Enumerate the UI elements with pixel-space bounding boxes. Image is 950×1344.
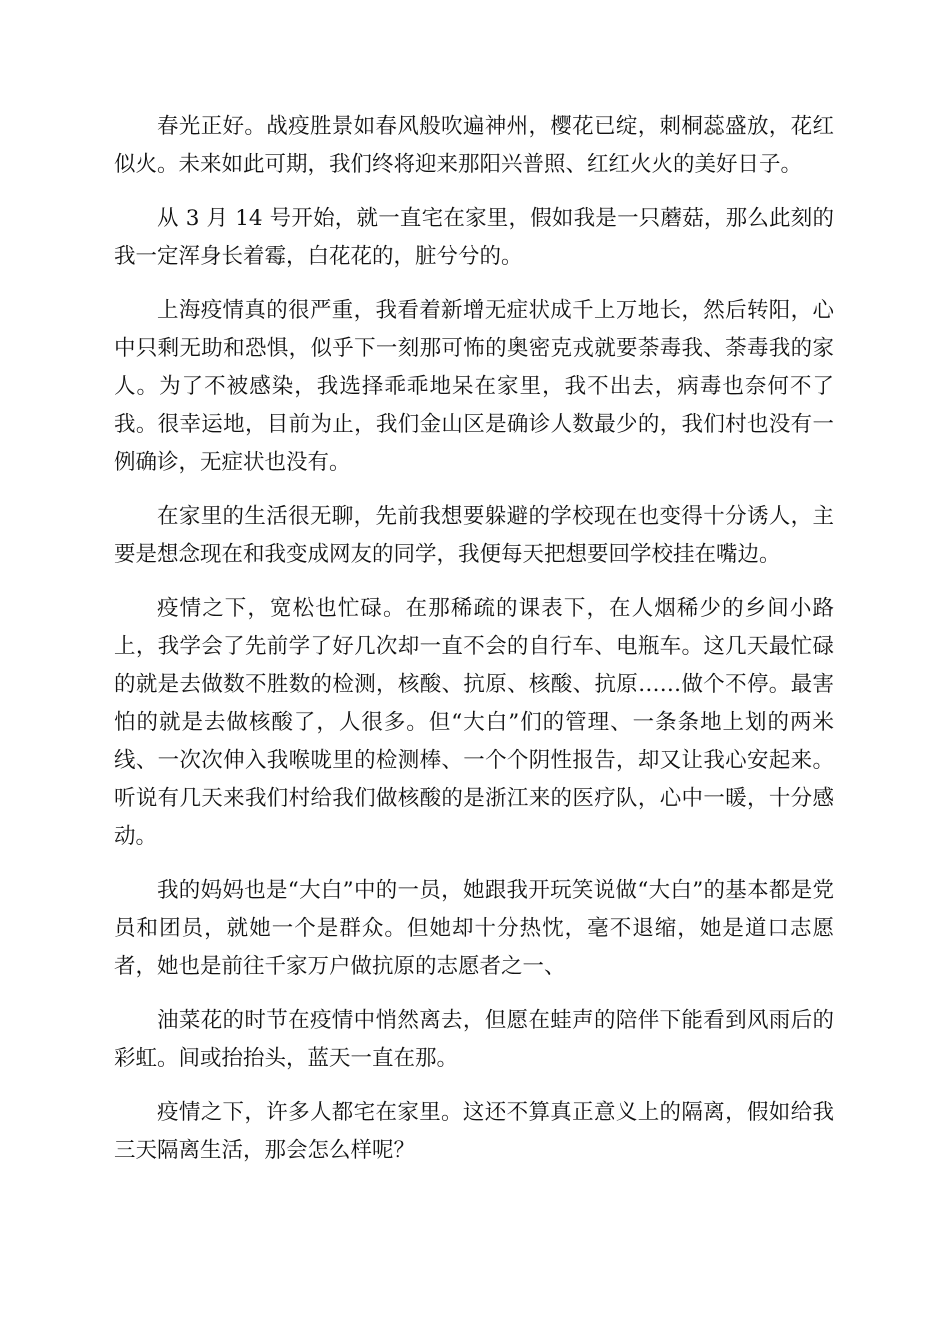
paragraph-7: 油菜花的时节在疫情中悄然离去，但愿在蛙声的陪伴下能看到风雨后的彩虹。间或抬抬头，蓝天一直在那。 (114, 1008, 834, 1071)
paragraph-5: 疫情之下，宽松也忙碌。在那稀疏的课表下，在人烟稀少的乡间小路上，我学会了先前学了好几次却一直不会的自行车、电瓶车。这几天最忙碌的就是去做数不胜数的检测，核酸、抗原、核酸、抗原……做个不停。最害怕的就是去做核酸了，人很多。但“大白”们的管理、一条条地上划的两米线、一次次伸入我喉咙里的检测棒、一个个阴性报告，却又让我心安起来。听说有几天来我们村给我们做核酸的是浙江来的医疗队，心中一暖，十分感动。 (114, 596, 834, 849)
paragraph-3: 上海疫情真的很严重，我看着新增无症状成千上万地长，然后转阳，心中只剩无助和恐惧，似乎下一刻那可怖的奥密克戎就要荼毒我、荼毒我的家人。为了不被感染，我选择乖乖地呆在家里，我不出去，病毒也奈何不了我。很幸运地，目前为止，我们金山区是确诊人数最少的，我们村也没有一例确诊，无症状也没有。 (114, 298, 834, 475)
document-body (114, 108, 834, 1186)
paragraph-2: 从 3 月 14 号开始，就一直宅在家里，假如我是一只蘑菇，那么此刻的我一定浑身长着霉，白花花的，脏兮兮的。 (114, 206, 834, 269)
paragraph-8: 疫情之下，许多人都宅在家里。这还不算真正意义上的隔离，假如给我三天隔离生活，那会怎么样呢？ (114, 1100, 834, 1163)
paragraph-1: 春光正好。战疫胜景如春风般吹遍神州，樱花已绽，刺桐蕊盛放，花红似火。未来如此可期，我们终将迎来那阳兴普照、红红火火的美好日子。 (114, 114, 834, 177)
paragraph-4: 在家里的生活很无聊，先前我想要躲避的学校现在也变得十分诱人，主要是想念现在和我变成网友的同学，我便每天把想要回学校挂在嘴边。 (114, 504, 834, 567)
paragraph-6: 我的妈妈也是“大白”中的一员，她跟我开玩笑说做“大白”的基本都是党员和团员，就她一个是群众。但她却十分热忱，毫不退缩，她是道口志愿者，她也是前往千家万户做抗原的志愿者之一、 (114, 878, 834, 979)
